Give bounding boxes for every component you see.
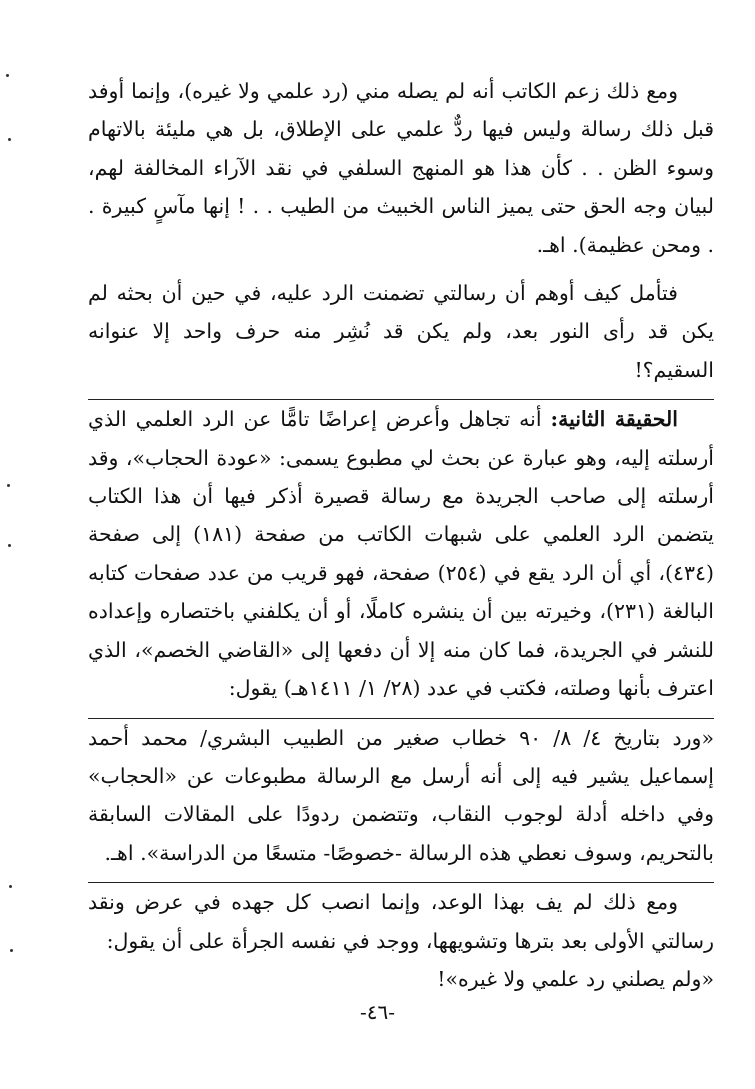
scan-speck bbox=[6, 74, 9, 77]
paragraph-claim-no-reply: ومع ذلك زعم الكاتب أنه لم يصله مني (رد علمي ولا غيره)، وإنما أوفد قبل ذلك رسالة وليس فيها ردٌّ علمي على الإطلاق، بل هي مليئة بالاتهام وسوء الظن . . كأن هذا هو المنهج السلفي في نقد الآراء المخالفة لهم، لبيان وجه الحق حتى يميز الناس الخبيث من الطيب . . ! إنها مآسٍ كبيرة . . ومحن عظيمة). اهـ. bbox=[88, 79, 714, 257]
paragraph-second-fact bbox=[88, 400, 714, 707]
paragraph-closing-quote: «ولم يصلني رد علمي ولا غيره»! bbox=[437, 966, 714, 991]
scan-speck bbox=[8, 138, 11, 141]
scan-speck bbox=[8, 544, 11, 547]
scan-speck bbox=[7, 484, 10, 487]
second-fact-text: أنه تجاهل وأعرض إعراضًا تامًّا عن الرد العلمي الذي أرسلته إليه، وهو عبارة عن بحث لي مطبوع يسمى: «عودة الحجاب»، وقد أرسلته إلى صاحب الجريدة مع رسالة قصيرة أذكر فيها أن هذا الكتاب يتضمن الرد العلمي على شبهات الكاتب من صفحة (١٨١) إلى صفحة (٤٣٤)، أي أن الرد يقع في (٢٥٤) صفحة، فهو قريب من عدد صفحات كتابه البالغة (٢٣١)، وخيرته بين أن ينشره كاملًا، أو أن يكلفني باختصاره وإعداده للنشر في الجريدة، فما كان منه إلا أن دفعها إلى «القاضي الخصم»، الذي اعترف بأنها وصلته، فكتب في عدد (٢٨/ ١/ ١٤١١هـ) يقول: bbox=[88, 407, 714, 701]
second-fact-heading: الحقيقة الثانية: bbox=[550, 407, 678, 432]
paragraph-quoted-letter: «ورد بتاريخ ٤/ ٨/ ٩٠ خطاب صغير من الطبيب البشري/ محمد أحمد إسماعيل يشير فيه إلى أنه أرسل مع الرسالة مطبوعات عن «الحجاب» وفي داخله أدلة لوجوب النقاب، وتتضمن ردودًا على المقالات السابقة بالتحريم، وسوف نعطي هذه الرسالة -خصوصًا- متسعًا من الدراسة». اهـ. bbox=[88, 725, 714, 865]
body-text bbox=[88, 72, 714, 998]
page-number: -٤٦- bbox=[359, 1000, 395, 1024]
scan-speck bbox=[9, 885, 12, 888]
paragraph-unfulfilled-promise: ومع ذلك لم يف بهذا الوعد، وإنما انصب كل جهده في عرض ونقد رسالتي الأولى بعد بترها وتشويهها، ووجد في نفسه الجرأة على أن يقول: bbox=[88, 890, 714, 953]
scan-speck bbox=[10, 949, 13, 952]
paragraph-contemplate: فتأمل كيف أوهم أن رسالتي تضمنت الرد عليه، في حين أن بحثه لم يكن قد رأى النور بعد، ولم يكن قد نُشِر منه حرف واحد إلا عنوانه السقيم؟! bbox=[88, 281, 714, 382]
